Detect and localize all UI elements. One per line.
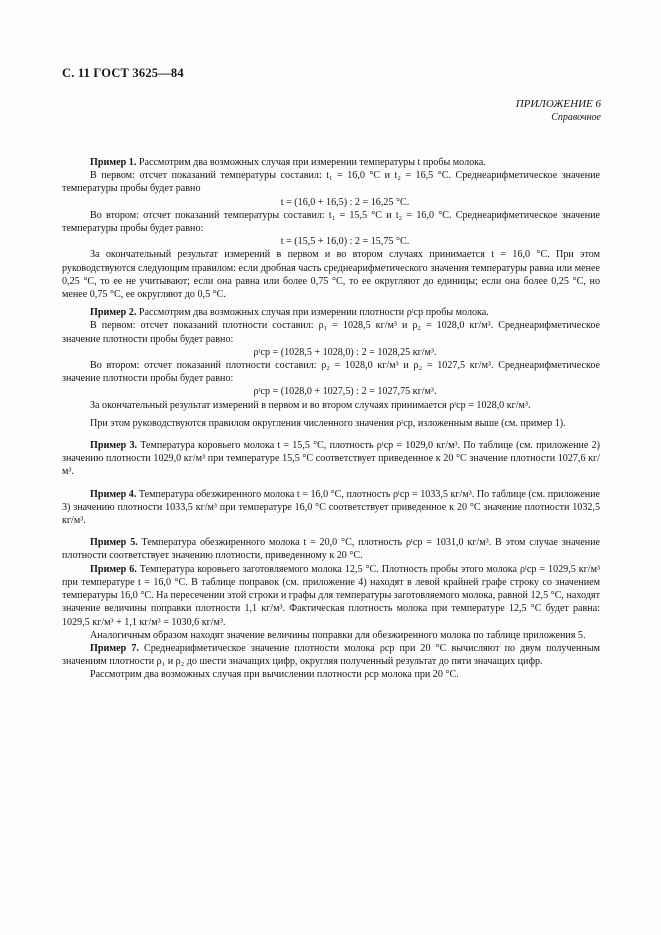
example-7: Пример 7. Среднеарифметическое значение плотности молока ρср при 20 °С вычисляют по двум полученным значениям плотности ρ₁ и ρ₂ до шести значащих цифр, округляя полученный результат до пяти значащих цифр. [62,642,601,668]
appendix-title: ПРИЛОЖЕНИЕ 6 [515,98,601,110]
example-6: Пример 6. Температура коровьего заготовляемого молока 12,5 °С. Плотность пробы этого молока ρᵗср = 1029,5 кг/м³ при температуре t = 16,0 °С. В таблице поправок (см. приложение 4) находят в левой крайней графе строку со значением температуры 16,0 °С. На пересечении этой строки и графы для температуры заготовляемого молока, равной 12,5 °С, находят значение величины поправки плотности 1,1 кг/м³. Фактическая плотность молока при температуре 12,5 °С будет равна: 1029,5 кг/м³ + 1,1 кг/м³ = 1030,6 кг/м³. [62,563,601,628]
appendix-heading [516,98,601,124]
paragraph-final-density: За окончательный результат измерений в первом и во втором случаях принимается ρᵗср = 1028,0 кг/м³. [90,399,531,411]
paragraph-skim-milk-correction: Аналогичным образом находят значение величины поправки для обезжиренного молока по таблице приложения 5. [90,629,586,641]
formula-density-1: ρᵗср = (1028,5 + 1028,0) : 2 = 1028,25 кг/м³. [253,346,437,358]
example-1-intro: Пример 1. Рассмотрим два возможных случая при измерении температуры t пробы молока. [90,157,486,168]
example-5: Пример 5. Температура обезжиренного молока t = 20,0 °С, плотность ρᵗср = 1031,0 кг/м³. В этом случае значение плотности соответствует значению плотности, приведенному к 20 °С. [62,537,600,562]
example-3: Пример 3. Температура коровьего молока t = 15,5 °С, плотность ρᵗср = 1029,0 кг/м³. По таблице (см. приложение 2) значению плотности 1029,0 кг/м³ при температуре 15,5 °С соответствует приведенное к 20 °С значение плотности 1027,6 кг/м³. [62,440,601,478]
paragraph-second-case-density: Во втором: отсчет показаний плотности составил: ρ₂ = 1028,0 кг/м³ и ρ₂ = 1027,5 кг/м³. Среднеарифметическое значение плотности пробы будет равно: [62,360,600,385]
appendix-subtitle: Справочное [551,112,601,123]
example-label: Пример 5. [90,537,138,549]
paragraph-rounding-rule: За окончательный результат измерений в первом и во втором случаях принимается t = 16,0 °С. При этом руководствуются следующим правилом: если дробная часть среднеарифметического значения температуры равна или менее 0,25 °С, то ее не учитывают; если она равна или более 0,75 °С, то ее округляют до единицы; если она более 0,25 °С, но менее 0,75 °С, ее округляют до 0,5 °С. [62,249,600,301]
paragraph-second-case-temp: Во втором: отсчет показаний температуры составил: t₁ = 15,5 °С и t₂ = 16,0 °С. Среднеарифметическое значение температуры пробы будет равно: [62,209,600,235]
body-text [62,156,600,682]
paragraph-two-cases-density-20: Рассмотрим два возможных случая при вычислении плотности ρср молока при 20 °С. [90,669,459,681]
page-header: С. 11 ГОСТ 3625—84 [62,66,184,80]
formula-temp-2: t = (15,5 + 16,0) : 2 = 15,75 °С. [280,236,410,248]
paragraph-first-case-temp: В первом: отсчет показаний температуры составил: t₁ = 16,0 °С и t₂ = 16,5 °С. Среднеарифметическое значение температуры пробы будет равно [62,170,600,195]
example-2-intro: Пример 2. Рассмотрим два возможных случая при измерении плотности ρᵗср пробы молока. [90,307,489,319]
example-label: Пример 6. [90,563,137,575]
example-label: Пример 3. [90,440,138,452]
paragraph-first-case-density: В первом: отсчет показаний плотности составил: ρ₁ = 1028,5 кг/м³ и ρ₂ = 1028,0 кг/м³. Среднеарифметическое значение плотности пробы будет равно: [62,320,600,345]
example-label: Пример 4. [90,488,137,500]
example-label: Пример 1. [90,157,137,168]
example-label: Пример 7. [90,642,139,654]
paragraph-density-rounding: При этом руководствуются правилом округления численного значения ρᵗср, изложенным выше (см. пример 1). [90,417,566,429]
example-4: Пример 4. Температура обезжиренного молока t = 16,0 °С, плотность ρᵗср = 1033,5 кг/м³. По таблице (см. приложение 3) значению плотности 1033,5 кг/м³ при температуре 16,0 °С соответствует приведенное к 20 °С значение плотности 1032,5 кг/м³. [62,488,601,527]
formula-density-2: ρᵗср = (1028,0 + 1027,5) : 2 = 1027,75 кг/м³. [253,386,437,398]
example-label: Пример 2. [90,307,137,319]
formula-temp-1: t = (16,0 + 16,5) : 2 = 16,25 °С. [280,196,410,208]
